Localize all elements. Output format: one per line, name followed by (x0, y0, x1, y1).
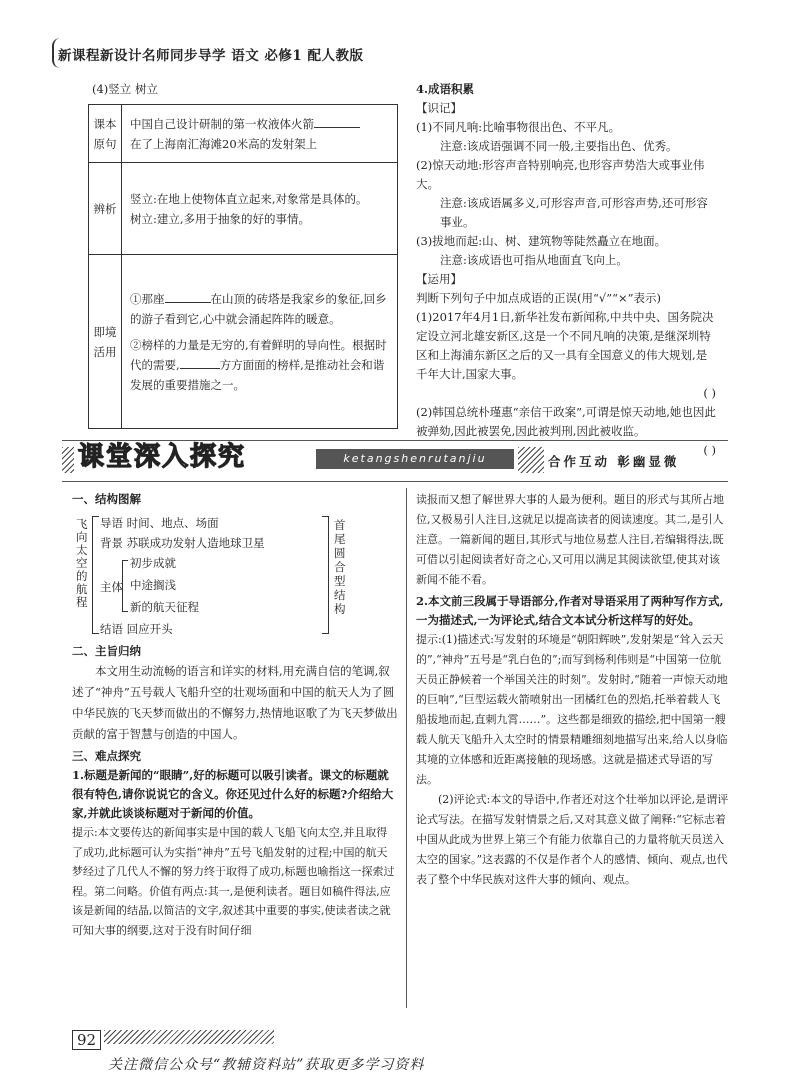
diagram-node: 背景 苏联成功发射人造地球卫星 (100, 536, 265, 550)
page-header: 新课程新设计名师同步导学 语文 必修1 配人教版 (58, 48, 364, 64)
text-line: ②榜样的力量是无穷的,有着鲜明的导向性。根据时代的需要, (130, 337, 387, 372)
idiom-note: 注意:该成语属多义,可形容声音,可形容声势,还可形容事业。 (440, 196, 708, 229)
diagram-summary: 首尾圆合型结构 (334, 518, 346, 616)
footer-note: 关注微信公众号“教辅资料站”获取更多学习资料 (108, 1057, 425, 1073)
text-line: ①那座 (130, 291, 165, 306)
instruction: 判断下列句子中加点成语的正误(用“√”“×”表示) (416, 291, 661, 305)
diagram-root: 飞向太空的航程 (76, 517, 88, 609)
banner-slogan: 合作互动 彰幽显微 (548, 454, 680, 469)
fill-blank (165, 290, 211, 303)
diagram-node: 结语 回应开头 (100, 622, 173, 636)
vocab-heading: (4)竖立 树立 (92, 82, 158, 96)
footer-hatch (104, 1030, 274, 1044)
exercise-1: (1)2017年4月1日,新华社发布新闻称,中共中央、国务院决定设立河北雄安新区,这是一个不同凡响的决策,是继深圳特区和上海浦东新区之后的又一具有全国意义的伟大规划,是千年大计,国家大事。 (416, 310, 714, 381)
diagram-node: 新的航天征程 (130, 600, 199, 614)
row-content (122, 163, 398, 255)
answer-2: 提示:(1)描述式:写发射的环境是“朝阳辉映”,发射架是“耸入云天的”,“神舟”五号是“乳白色的”;而写到杨利伟则是“中国第一位航天员正静候着一个举国关注的时刻”。发射时,“随着一声惊天动地的巨响”,“巨型运载火箭喷射出一团橘红色的烈焰,托举着载人飞船拔地而起,直刺九霄……”。这些都是细致的描绘,把中国第一艘载人航天飞船升入太空时的情景精雕细刻地描写出来,给人以身临其境的立体感和近距离接触的现场感。这就是描述式导语的写法。 (416, 633, 728, 786)
idiom-section (416, 80, 716, 460)
diagram-brace (122, 560, 128, 612)
section-heading: 4.成语积累 (416, 82, 475, 96)
row-label: 即境活用 (89, 255, 122, 429)
row-label: 课本原句 (89, 105, 122, 163)
answer-paren: ( ) (703, 443, 716, 457)
answer-1: 提示:本文要传达的新闻事实是中国的载人飞船飞向太空,并且取得了成功,此标题可认为实指“神舟”五号飞船发射的过程;中国的航天梦经过了几代人不懈的努力终于取得了成功,标题也喻指这一探索过程。第二问略。价值有两点:其一,是便利读者。题目如稿件得法,应该是新闻的结晶,以简洁的文字,叙述其中重要的事实,使读者读之就可知大事的纲要,这对于没有时间仔细 (72, 826, 395, 937)
section-heading: 三、难点探究 (72, 749, 141, 763)
question-1: 1.标题是新闻的“眼睛”,好的标题可以吸引读者。课文的标题就很有特色,请你说说它的含义。你还见过什么好的标题?介绍给大家,并就此谈谈标题对于新闻的价值。 (72, 768, 394, 820)
text-line: 中国自己设计研制的第一枚液体火箭 (130, 116, 314, 131)
vocab-table (88, 104, 398, 429)
diagram-node: 主体 (100, 580, 123, 594)
banner-pinyin: ketangshenrutanjiu (316, 449, 514, 469)
text-line: 竖立:在地上使物体直立起来,对象常是具体的。 (130, 191, 368, 206)
section-heading: 二、主旨归纳 (72, 644, 141, 658)
page-number: 92 (72, 1030, 101, 1050)
row-content (122, 255, 398, 429)
text-line: 方方面面的榜样,是推动社会和谐发展的重要措施之一。 (130, 357, 385, 392)
idiom-item: (1)不同凡响:比喻事物很出色、不平凡。 (416, 120, 621, 134)
banner-hatch (518, 447, 544, 473)
row-content (122, 105, 398, 163)
answer-1-continued: 读报而又想了解世界大事的人最为便利。题目的形式与其所占地位,又极易引人注目,这就足以提高读者的阅读速度。其二,是引人注意。一篇新闻的题目,其形式与地位易惹人注目,若编辑得法,既可借以引起阅读者好奇之心,又可用以满足其阅读欲望,使其对该新闻不能不看。 (416, 493, 724, 586)
subheading: 【运用】 (416, 272, 462, 286)
fill-blank (314, 115, 360, 128)
subheading: 【识记】 (416, 101, 462, 115)
diagram-brace (322, 516, 329, 634)
banner-hatch (62, 447, 74, 473)
right-bottom-text (416, 490, 730, 890)
column-divider (406, 488, 407, 1008)
section-heading: 一、结构图解 (72, 492, 141, 506)
text-line: 在了上海南汇海滩20米高的发射架上 (130, 136, 318, 151)
summary-text: 本文用生动流畅的语言和详实的材料,用充满自信的笔调,叙述了“神舟”五号载人飞船升空的壮观场面和中国的航天人为了圆中华民族的飞天梦而做出的不懈努力,热情地讴歌了为飞天梦做出贡献的富于智慧与创造的中国人。 (72, 664, 398, 741)
banner-title: 课堂深入探究 (78, 442, 247, 472)
idiom-item: (2)惊天动地:形容声音特别响亮,也形容声势浩大或事业伟大。 (416, 158, 705, 191)
diagram-node: 初步成就 (130, 556, 176, 570)
idiom-note: 注意:该成语强调不同一般,主要指出色、优秀。 (440, 139, 678, 153)
structure-diagram (72, 512, 372, 638)
question-2: 2.本文前三段属于导语部分,作者对导语采用了两种写作方式,一为描述式,一为评论式,结合文本试分析这样写的好处。 (416, 594, 724, 627)
left-bottom-text (72, 642, 398, 940)
row-label: 辨析 (89, 163, 122, 255)
text-line: 在山顶的砖塔是我家乡的象征,回乡的游子看到它,心中就会涌起阵阵的暖意。 (130, 291, 387, 326)
diagram-node: 导语 时间、地点、场面 (100, 516, 219, 530)
diagram-brace (92, 516, 99, 634)
diagram-node: 中途搁浅 (130, 578, 176, 592)
idiom-item: (3)拔地而起:山、树、建筑物等陡然矗立在地面。 (416, 234, 667, 248)
idiom-note: 注意:该成语也可指从地面直飞向上。 (440, 253, 628, 267)
answer-3: (2)评论式:本文的导语中,作者还对这个壮举加以评论,是谓评论式写法。在描写发射情景之后,又对其意义做了阐释:“它标志着中国从此成为世界上第三个有能力依靠自己的力量将航天员送入太空的国家。”这表露的不仅是作者个人的感情、倾向、观点,也代表了整个中华民族对这件大事的倾向、观点。 (416, 793, 729, 886)
fill-blank (180, 356, 220, 369)
exercise-2: (2)韩国总统朴瑾惠“亲信干政案”,可谓是惊天动地,她也因此被弹劾,因此被罢免,因此被判刑,因此被收监。 (416, 405, 716, 438)
text-line: 树立:建立,多用于抽象的好的事情。 (130, 211, 311, 226)
answer-paren: ( ) (703, 386, 716, 400)
